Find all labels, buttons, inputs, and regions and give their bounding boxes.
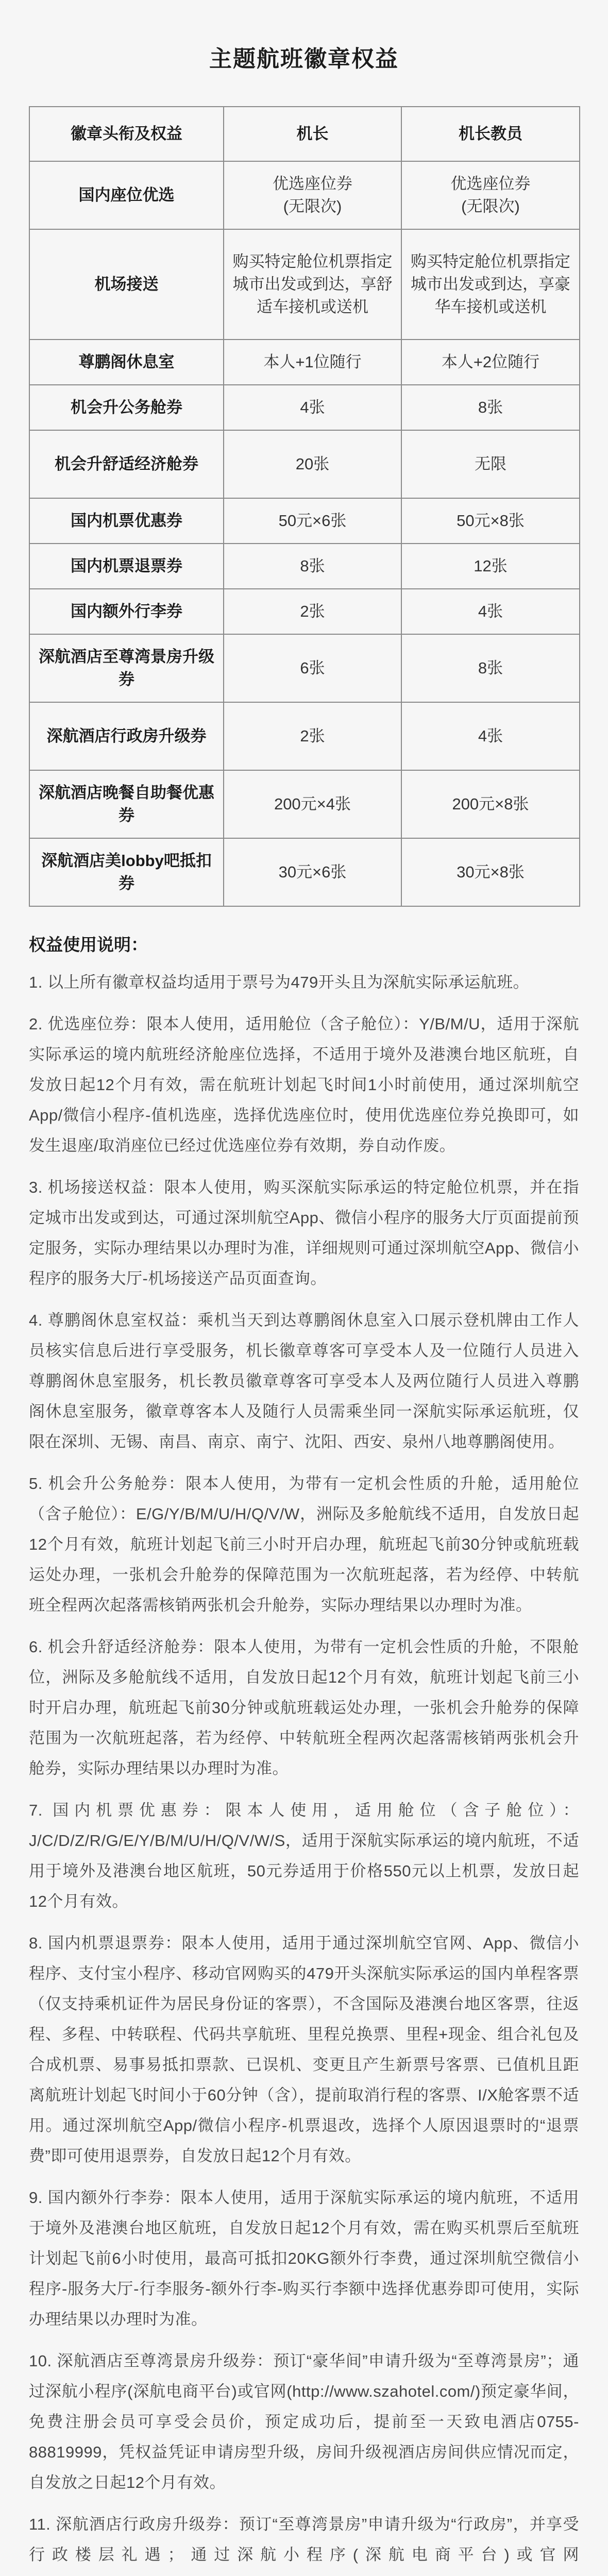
benefit-name-cell: 深航酒店晚餐自助餐优惠券 <box>29 770 224 838</box>
table-row <box>29 634 580 702</box>
instructor-value-cell: 8张 <box>401 634 580 702</box>
benefit-name-cell: 深航酒店至尊湾景房升级券 <box>29 634 224 702</box>
captain-value-cell: 2张 <box>224 702 401 770</box>
benefit-name-cell: 机场接送 <box>29 229 224 340</box>
benefit-name-cell: 深航酒店美lobby吧抵扣券 <box>29 838 224 906</box>
benefit-name-cell: 尊鹏阁休息室 <box>29 340 224 385</box>
benefits-table <box>29 106 580 907</box>
usage-note: 11. 深航酒店行政房升级券：预订“至尊湾景房”申请升级为“行政房”，并享受行政楼层礼遇；通过深航小程序(深航电商平台)或官网 <box>29 2515 579 2564</box>
benefit-name-cell: 国内机票退票券 <box>29 544 224 589</box>
instructor-value-cell: 4张 <box>401 589 580 634</box>
column-header-benefit: 徽章头衔及权益 <box>29 107 224 161</box>
instructor-value-cell: 购买特定舱位机票指定城市出发或到达，享豪华车接机或送机 <box>401 229 580 340</box>
captain-value-cell: 购买特定舱位机票指定城市出发或到达，享舒适车接机或送机 <box>224 229 401 340</box>
table-body <box>29 161 580 906</box>
table-row <box>29 702 580 770</box>
captain-value-cell: 50元×6张 <box>224 498 401 544</box>
captain-value-cell: 2张 <box>224 589 401 634</box>
table-row <box>29 430 580 498</box>
table-row <box>29 544 580 589</box>
benefit-name-cell: 国内座位优选 <box>29 161 224 229</box>
table-header-row <box>29 107 580 161</box>
usage-note: 4. 尊鹏阁休息室权益：乘机当天到达尊鹏阁休息室入口展示登机牌由工作人员核实信息后进行享受服务，机长徽章尊客可享受本人及一位随行人员进入尊鹏阁休息室服务，机长教员徽章尊客可享受本人及两位随行人员进入尊鹏阁休息室服务，徽章尊客本人及随行人员需乘坐同一深航实际承运航班，仅限在深圳、无锡、南昌、南京、南宁、沈阳、西安、泉州八地尊鹏阁使用。 <box>29 1311 579 1451</box>
instructor-value-cell: 12张 <box>401 544 580 589</box>
usage-note: 5. 机会升公务舱券：限本人使用，为带有一定机会性质的升舱，适用舱位（含子舱位）：E/G/Y/B/M/U/H/Q/V/W，洲际及多舱航线不适用，自发放日起12个月有效，航班计划起飞前三小时开启办理，航班起飞前30分钟或航班载运处办理，一张机会升舱券的保障范围为一次航班起落，若为经停、中转航班全程两次起落需核销两张机会升舱券，实际办理结果以办理时为准。 <box>29 1475 579 1614</box>
benefit-name-cell: 深航酒店行政房升级券 <box>29 702 224 770</box>
captain-value-cell: 8张 <box>224 544 401 589</box>
usage-notes <box>29 931 579 2576</box>
table-row <box>29 340 580 385</box>
table-row <box>29 161 580 229</box>
captain-value-cell: 20张 <box>224 430 401 498</box>
instructor-value-cell: 无限 <box>401 430 580 498</box>
benefit-name-cell: 国内额外行李券 <box>29 589 224 634</box>
captain-value-cell: 本人+1位随行 <box>224 340 401 385</box>
instructor-value-cell: 200元×8张 <box>401 770 580 838</box>
column-header-instructor: 机长教员 <box>401 107 580 161</box>
instructor-value-cell: 8张 <box>401 385 580 430</box>
notes-heading: 权益使用说明： <box>29 935 148 954</box>
instructor-value-cell: 优选座位券 (无限次) <box>401 161 580 229</box>
captain-value-cell: 6张 <box>224 634 401 702</box>
benefit-name-cell: 国内机票优惠券 <box>29 498 224 544</box>
table-row <box>29 838 580 906</box>
usage-note: 8. 国内机票退票券：限本人使用，适用于通过深圳航空官网、App、微信小程序、支付宝小程序、移动官网购买的479开头深航实际承运的国内单程客票（仅支持乘机证件为居民身份证的客票），不含国际及港澳台地区客票，往返程、多程、中转联程、代码共享航班、里程兑换票、里程+现金、组合礼包及合成机票、易事易抵扣票款、已误机、变更且产生新票号客票、已值机且距离航班计划起飞时间小于60分钟（含），提前取消行程的客票、I/X舱客票不适用。通过深圳航空App/微信小程序-机票退改，选择个人原因退票时的“退票费”即可使用退票券，自发放日起12个月有效。 <box>29 1934 579 2165</box>
instructor-value-cell: 本人+2位随行 <box>401 340 580 385</box>
usage-note: 9. 国内额外行李券：限本人使用，适用于深航实际承运的境内航班，不适用于境外及港澳台地区航班，自发放日起12个月有效，需在购买机票后至航班计划起飞前6小时使用，最高可抵扣20KG额外行李费，通过深圳航空微信小程序-服务大厅-行李服务-额外行李-购买行李额中选择优惠券即可使用，实际办理结果以办理时为准。 <box>29 2189 579 2328</box>
table-row <box>29 589 580 634</box>
usage-note: 3. 机场接送权益：限本人使用，购买深航实际承运的特定舱位机票，并在指定城市出发或到达，可通过深圳航空App、微信小程序的服务大厅页面提前预定服务，实际办理结果以办理时为准，详细规则可通过深圳航空App、微信小程序的服务大厅-机场接送产品页面查询。 <box>29 1178 579 1287</box>
captain-value-cell: 优选座位券 (无限次) <box>224 161 401 229</box>
captain-value-cell: 30元×6张 <box>224 838 401 906</box>
usage-note: 1. 以上所有徽章权益均适用于票号为479开头且为深航实际承运航班。 <box>29 973 530 991</box>
usage-note: 2. 优选座位券：限本人使用，适用舱位（含子舱位）：Y/B/M/U，适用于深航实际承运的境内航班经济舱座位选择，不适用于境外及港澳台地区航班，自发放日起12个月有效，需在航班计划起飞时间1小时前使用，通过深圳航空App/微信小程序-值机选座，选择优选座位时，使用优选座位券兑换即可，如发生退座/取消座位已经过优选座位券有效期，券自动作废。 <box>29 1015 579 1155</box>
benefit-name-cell: 机会升公务舱券 <box>29 385 224 430</box>
page-title: 主题航班徽章权益 <box>209 46 399 72</box>
table-row <box>29 498 580 544</box>
table-row <box>29 385 580 430</box>
instructor-value-cell: 4张 <box>401 702 580 770</box>
notes-list <box>29 967 579 2576</box>
table-row <box>29 770 580 838</box>
captain-value-cell: 200元×4张 <box>224 770 401 838</box>
instructor-value-cell: 50元×8张 <box>401 498 580 544</box>
usage-note: 7. 国内机票优惠券：限本人使用，适用舱位（含子舱位）：J/C/D/Z/R/G/E/Y/B/M/U/H/Q/V/W/S，适用于深航实际承运的境内航班，不适用于境外及港澳台地区航班，50元券适用于价格550元以上机票，发放日起12个月有效。 <box>29 1801 579 1910</box>
benefit-name-cell: 机会升舒适经济舱券 <box>29 430 224 498</box>
instructor-value-cell: 30元×8张 <box>401 838 580 906</box>
usage-note: 10. 深航酒店至尊湾景房升级券：预订“豪华间”申请升级为“至尊湾景房”；通过深航小程序(深航电商平台)或官网(http://www.szahotel.com/)预定豪华间，免费注册会员可享受会员价，预定成功后，提前至一天致电酒店0755-88819999，凭权益凭证申请房型升级，房间升级视酒店房间供应情况而定，自发放之日起12个月有效。 <box>29 2352 579 2492</box>
column-header-captain: 机长 <box>224 107 401 161</box>
captain-value-cell: 4张 <box>224 385 401 430</box>
usage-note: 6. 机会升舒适经济舱券：限本人使用，为带有一定机会性质的升舱，不限舱位，洲际及多舱航线不适用，自发放日起12个月有效，航班计划起飞前三小时开启办理，航班起飞前30分钟或航班载运处办理，一张机会升舱券的保障范围为一次航班起落，若为经停、中转航班全程两次起落需核销两张机会升舱券，实际办理结果以办理时为准。 <box>29 1638 579 1777</box>
table-row <box>29 229 580 340</box>
